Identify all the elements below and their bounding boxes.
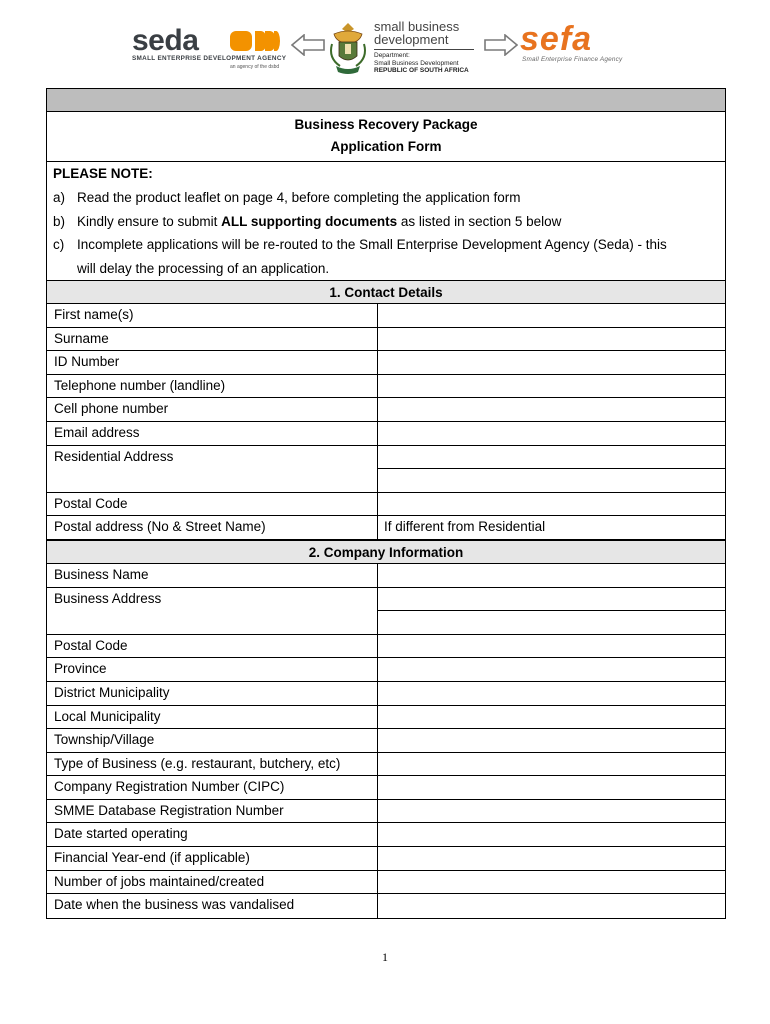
vandalised-date-input[interactable] <box>378 894 725 918</box>
application-form <box>46 88 726 919</box>
field-row-id-number <box>47 351 725 375</box>
note-marker: a) <box>53 190 66 205</box>
arrow-left-icon <box>291 34 325 56</box>
seda-logo <box>132 24 287 74</box>
field-label: First name(s) <box>47 304 378 327</box>
seda-tagline: an agency of the dsbd <box>230 64 280 70</box>
field-row-telephone <box>47 375 725 399</box>
note-marker: c) <box>53 237 65 252</box>
first-names-input[interactable] <box>378 304 725 327</box>
postal-address-input[interactable]: If different from Residential <box>384 519 546 535</box>
jobs-input[interactable] <box>378 871 725 894</box>
field-row-residential-address <box>47 446 725 493</box>
field-label: Type of Business (e.g. restaurant, butchery, etc) <box>47 753 378 776</box>
note-continuation: will delay the processing of an application. <box>77 260 330 276</box>
field-row-business-name <box>47 564 725 588</box>
date-started-input[interactable] <box>378 823 725 846</box>
local-municipality-input[interactable] <box>378 706 725 729</box>
field-label: Date started operating <box>47 823 378 846</box>
page-number: 1 <box>382 950 388 964</box>
cipc-input[interactable] <box>378 776 725 799</box>
field-label: Date when the business was vandalised <box>47 894 378 918</box>
department-title-2: development <box>374 32 449 47</box>
note-text: Incomplete applications will be re-routed to the Small Enterprise Development Agency (Seda) - this <box>77 237 667 252</box>
field-row-jobs <box>47 871 725 895</box>
arrow-right-icon <box>484 34 518 56</box>
email-input[interactable] <box>378 422 725 445</box>
field-row-cell <box>47 398 725 422</box>
seda-mark-icon <box>230 30 280 52</box>
postal-code-input[interactable] <box>378 493 725 516</box>
form-top-band <box>47 89 725 112</box>
field-row-first-names <box>47 304 725 328</box>
township-input[interactable] <box>378 729 725 752</box>
field-row-cipc <box>47 776 725 800</box>
year-end-input[interactable] <box>378 847 725 870</box>
field-row-business-address <box>47 588 725 635</box>
note-text: Read the product leaflet on page 4, before completing the application form <box>77 190 521 205</box>
department-block <box>374 20 482 75</box>
business-name-input[interactable] <box>378 564 725 587</box>
field-label: Postal Code <box>47 493 378 516</box>
form-title-block <box>47 112 725 162</box>
field-row-province <box>47 658 725 682</box>
field-row-surname <box>47 328 725 352</box>
business-address-line-1[interactable] <box>378 588 725 612</box>
field-label: Number of jobs maintained/created <box>47 871 378 894</box>
field-label: Surname <box>47 328 378 351</box>
field-row-email <box>47 422 725 446</box>
residential-address-line-2[interactable] <box>378 469 725 492</box>
field-label: Business Address <box>47 588 378 634</box>
field-label: Local Municipality <box>47 706 378 729</box>
field-label: Business Name <box>47 564 378 587</box>
field-label: SMME Database Registration Number <box>47 800 378 823</box>
field-row-local <box>47 706 725 730</box>
page-header <box>0 0 770 84</box>
note-item <box>53 210 719 234</box>
sefa-logo <box>520 20 670 72</box>
note-marker: b) <box>53 213 66 229</box>
telephone-input[interactable] <box>378 375 725 398</box>
smme-input[interactable] <box>378 800 725 823</box>
sefa-subtitle: Small Enterprise Finance Agency <box>522 56 623 63</box>
form-title: Business Recovery Package <box>294 117 478 132</box>
field-label: Residential Address <box>47 446 378 492</box>
field-label: Postal address (No & Street Name) <box>47 516 378 539</box>
residential-address-line-1[interactable] <box>378 446 725 470</box>
id-number-input[interactable] <box>378 351 725 374</box>
seda-wordmark: seda <box>132 24 199 57</box>
seda-subtitle: SMALL ENTERPRISE DEVELOPMENT AGENCY <box>132 55 287 62</box>
field-label: Postal Code <box>47 635 378 658</box>
note-heading: PLEASE NOTE: <box>53 166 153 181</box>
field-row-district <box>47 682 725 706</box>
note-text: Kindly ensure to submit ALL supporting documents as listed in section 5 below <box>77 213 562 229</box>
department-name: Small Business Development <box>374 59 459 67</box>
cell-input[interactable] <box>378 398 725 421</box>
field-label: Cell phone number <box>47 398 378 421</box>
field-row-township <box>47 729 725 753</box>
field-label: Telephone number (landline) <box>47 375 378 398</box>
business-postal-code-input[interactable] <box>378 635 725 658</box>
field-row-postal-address <box>47 516 725 540</box>
surname-input[interactable] <box>378 328 725 351</box>
sefa-wordmark: sefa <box>520 20 593 58</box>
field-row-postal-code <box>47 493 725 517</box>
field-label: Company Registration Number (CIPC) <box>47 776 378 799</box>
province-input[interactable] <box>378 658 725 681</box>
field-label: Township/Village <box>47 729 378 752</box>
field-label: Email address <box>47 422 378 445</box>
department-rule <box>374 49 474 50</box>
note-item <box>53 186 719 210</box>
field-row-business-postal-code <box>47 635 725 659</box>
note-item <box>53 233 719 257</box>
section-company-information: 2. Company Information <box>47 540 725 564</box>
department-country: REPUBLIC OF SOUTH AFRICA <box>374 67 469 74</box>
field-label: District Municipality <box>47 682 378 705</box>
field-row-date-started <box>47 823 725 847</box>
coat-of-arms-icon <box>326 20 370 76</box>
business-address-line-2[interactable] <box>378 611 725 634</box>
field-row-vandalised <box>47 894 725 918</box>
field-row-year-end <box>47 847 725 871</box>
department-label: Department: <box>374 52 410 59</box>
field-label: Province <box>47 658 378 681</box>
field-row-type <box>47 753 725 777</box>
business-type-input[interactable] <box>378 753 725 776</box>
field-row-smme <box>47 800 725 824</box>
section-contact-details: 1. Contact Details <box>47 280 725 304</box>
please-note-block <box>47 162 725 280</box>
field-label: Financial Year-end (if applicable) <box>47 847 378 870</box>
field-label: ID Number <box>47 351 378 374</box>
department-title-1: small business <box>374 19 460 34</box>
form-subtitle: Application Form <box>330 139 442 154</box>
district-input[interactable] <box>378 682 725 705</box>
